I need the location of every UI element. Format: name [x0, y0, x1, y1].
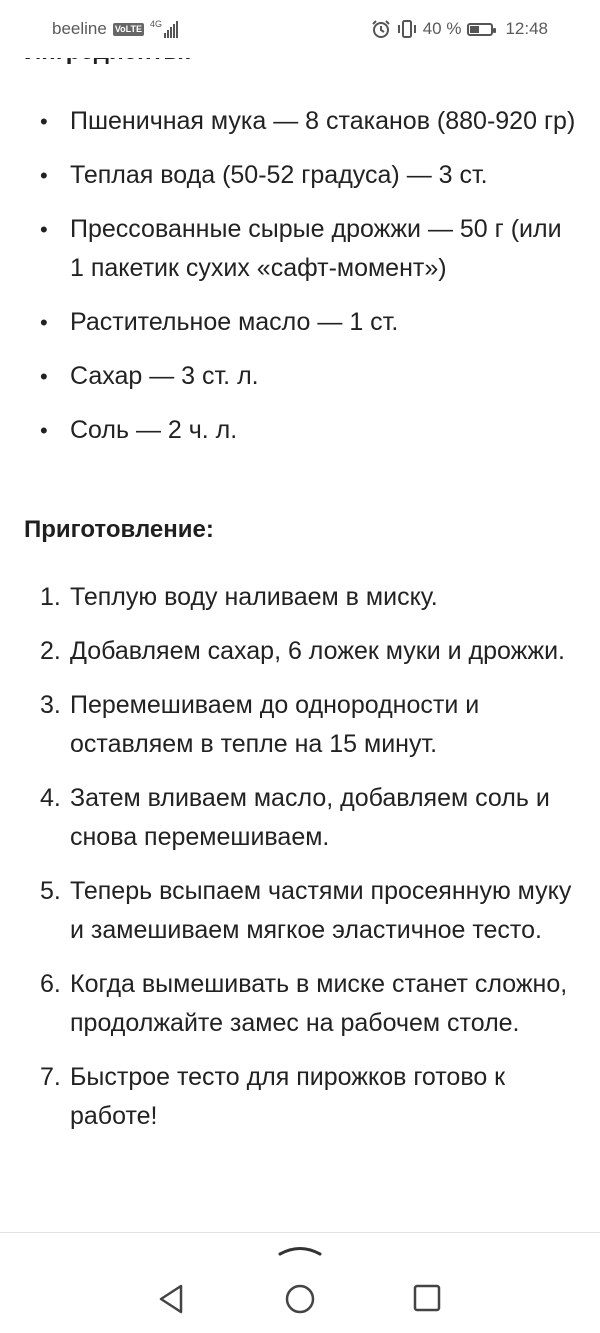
list-item: • Растительное масло — 1 ст.: [0, 303, 600, 342]
carrier-name: beeline: [52, 19, 107, 38]
steps-list: [0, 578, 600, 1151]
bullet-marker: •: [40, 163, 48, 188]
bullet-marker: •: [40, 418, 48, 443]
step-number: 5.: [40, 877, 61, 905]
ingredients-list: [0, 102, 600, 465]
home-circle-icon[interactable]: [284, 1283, 316, 1315]
list-item: 1. Теплую воду наливаем в миску.: [0, 578, 600, 617]
step-number: 7.: [40, 1063, 61, 1091]
list-item: 7. Быстрое тесто для пирожков готово к работе!: [0, 1058, 600, 1136]
list-item: 6. Когда вымешивать в миске станет сложно, продолжайте замес на рабочем столе.: [0, 965, 600, 1043]
list-item: 3. Перемешиваем до однородности и оставляем в тепле на 15 минут.: [0, 686, 600, 764]
bullet-marker: •: [40, 217, 48, 242]
step-number: 3.: [40, 691, 61, 719]
alarm-icon: [371, 19, 391, 39]
list-item: • Теплая вода (50-52 градуса) — 3 ст.: [0, 156, 600, 195]
chevron-up-icon[interactable]: [278, 1241, 322, 1257]
list-item: • Соль — 2 ч. л.: [0, 411, 600, 450]
list-item: • Пшеничная мука — 8 стаканов (880-920 гр): [0, 102, 600, 141]
navigation-bar: [0, 1232, 600, 1333]
bullet-marker: •: [40, 109, 48, 134]
network-type: 4G: [150, 19, 163, 29]
bullet-marker: •: [40, 364, 48, 389]
step-number: 4.: [40, 784, 61, 812]
battery-fill: [470, 26, 479, 33]
step-number: 6.: [40, 970, 61, 998]
list-item: 4. Затем вливаем масло, добавляем соль и снова перемешиваем.: [0, 779, 600, 857]
battery-percent: 40 %: [422, 19, 462, 38]
list-item: • Прессованные сырые дрожжи — 50 г (или 1 пакетик сухих «сафт-момент»): [0, 210, 600, 288]
recent-square-icon[interactable]: [412, 1283, 442, 1313]
step-number: 1.: [40, 583, 61, 611]
status-bar: [0, 0, 600, 58]
list-item: • Сахар — 3 ст. л.: [0, 357, 600, 396]
step-number: 2.: [40, 637, 61, 665]
battery-icon: [467, 23, 493, 36]
preparation-title: Приготовление:: [24, 516, 214, 543]
signal-icon: [150, 20, 178, 38]
list-item: 2. Добавляем сахар, 6 ложек муки и дрожжи.: [0, 632, 600, 671]
vibrate-icon: [397, 19, 417, 39]
back-triangle-icon[interactable]: [157, 1283, 187, 1315]
clock: 12:48: [505, 19, 548, 38]
list-item: 5. Теперь всыпаем частями просеянную муку и замешиваем мягкое эластичное тесто.: [0, 872, 600, 950]
volte-badge: VoLTE: [114, 23, 142, 34]
bullet-marker: •: [40, 310, 48, 335]
